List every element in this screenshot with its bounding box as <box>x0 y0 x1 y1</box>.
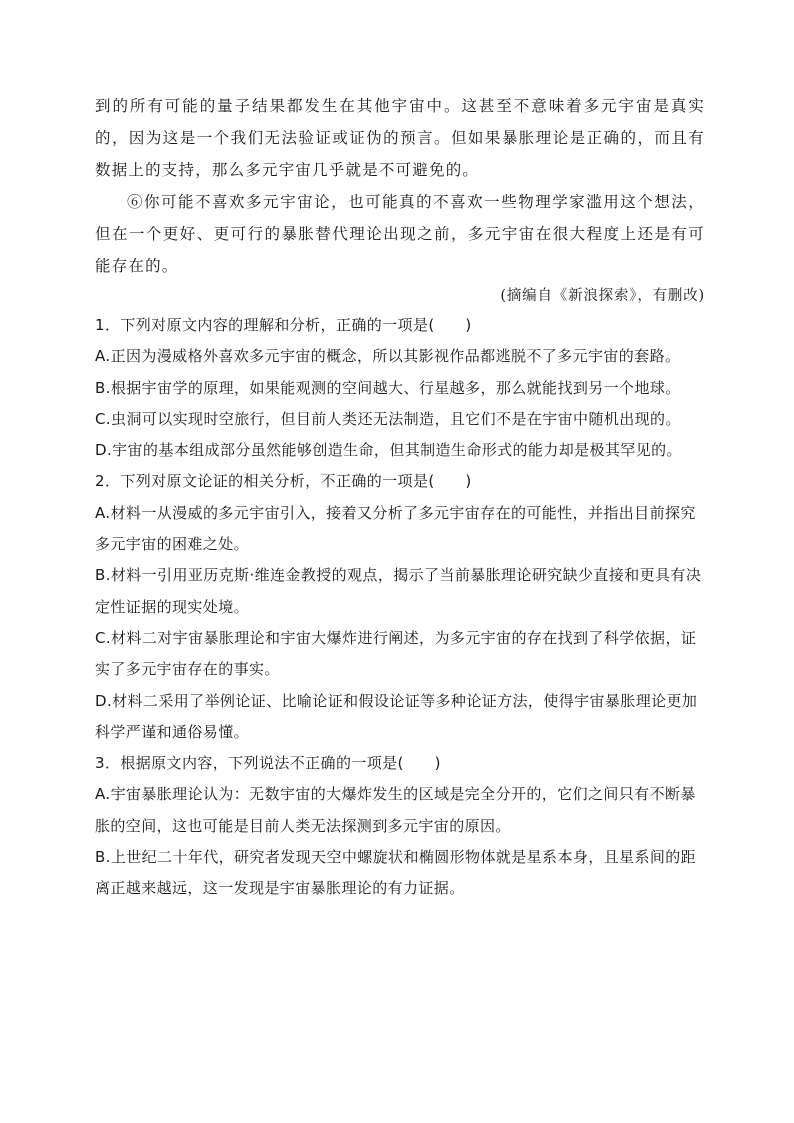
passage-paragraph: ⑥你可能不喜欢多元宇宙论，也可能真的不喜欢一些物理学家滥用这个想法，但在一个更好、更可行的暴胀替代理论出现之前，多元宇宙在很大程度上还是有可能存在的。 <box>95 193 705 275</box>
passage-paragraph: 到的所有可能的量子结果都发生在其他宇宙中。这甚至不意味着多元宇宙是真实的，因为这是一个我们无法验证或证伪的预言。但如果暴胀理论是正确的，而且有数据上的支持，那么多元宇宙几乎就是不可避免的。 <box>95 97 705 179</box>
question-stem: 3．根据原文内容，下列说法不正确的一项是( ) <box>95 754 441 773</box>
answer-option: A.正因为漫威格外喜欢多元宇宙的概念，所以其影视作品都逃脱不了多元宇宙的套路。 <box>95 347 681 366</box>
document-page <box>95 90 705 905</box>
question-3 <box>95 748 705 904</box>
question-1 <box>95 310 705 466</box>
answer-option: A.宇宙暴胀理论认为：无数宇宙的大爆炸发生的区域是完全分开的，它们之间只有不断暴胀的空间，这也可能是目前人类无法探测到多元宇宙的原因。 <box>95 785 696 835</box>
source-citation: (摘编自《新浪探索》，有删改) <box>500 288 705 304</box>
answer-option: B.上世纪二十年代，研究者发现天空中螺旋状和椭圆形物体就是星系本身，且星系间的距离正越来越远，这一发现是宇宙暴胀理论的有力证据。 <box>95 848 697 898</box>
answer-option: D.宇宙的基本组成部分虽然能够创造生命，但其制造生命形式的能力却是极其罕见的。 <box>95 441 682 460</box>
question-list <box>95 310 705 905</box>
answer-option: C.虫洞可以实现时空旅行，但目前人类还无法制造，且它们不是在宇宙中随机出现的。 <box>95 409 681 428</box>
reading-passage <box>95 90 705 282</box>
question-2 <box>95 466 705 748</box>
answer-option: D.材料二采用了举例论证、比喻论证和假设论证等多种论证方法，使得宇宙暴胀理论更加科学严谨和通俗易懂。 <box>95 691 698 741</box>
answer-option: B.材料一引用亚历克斯·维连金教授的观点，揭示了当前暴胀理论研究缺少直接和更具有决定性证据的现实处境。 <box>95 566 702 616</box>
question-stem: 1．下列对原文内容的理解和分析，正确的一项是( ) <box>95 316 472 334</box>
question-stem: 2．下列对原文论证的相关分析，不正确的一项是( ) <box>95 472 472 491</box>
answer-option: A.材料一从漫威的多元宇宙引入，接着又分析了多元宇宙存在的可能性，并指出目前探究多元宇宙的困难之处。 <box>95 503 696 554</box>
answer-option: B.根据宇宙学的原理，如果能观测的空间越大、行星越多，那么就能找到另一个地球。 <box>95 378 681 397</box>
answer-option: C.材料二对宇宙暴胀理论和宇宙大爆炸进行阐述，为多元宇宙的存在找到了科学依据，证实了多元宇宙存在的事实。 <box>95 628 697 679</box>
